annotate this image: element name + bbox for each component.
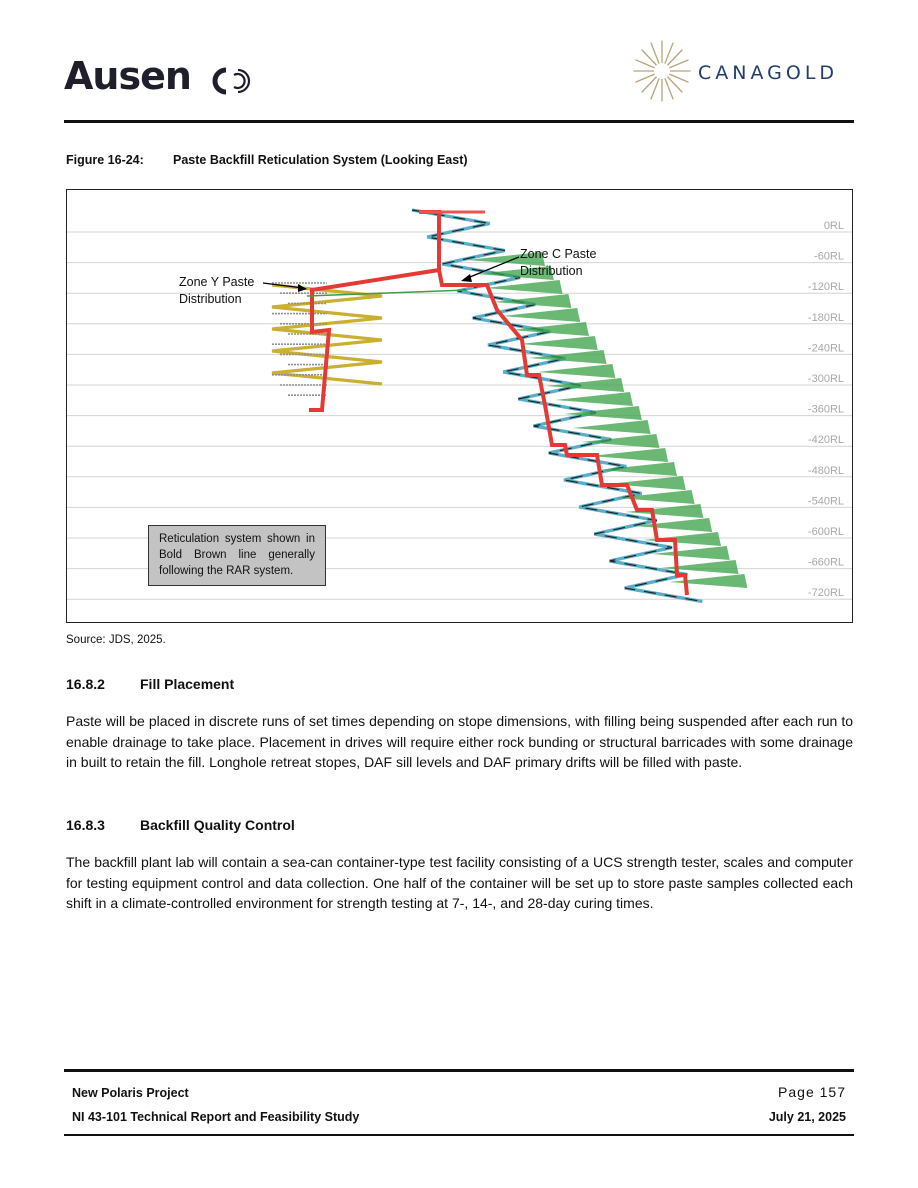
rl-label: -540RL	[807, 495, 844, 508]
footer-project: New Polaris Project	[72, 1086, 189, 1100]
zone-c-label	[520, 246, 596, 280]
quality-control-paragraph: The backfill plant lab will contain a sea-can container-type test facility consisting of a UCS strength tester, scales and computer for testing equipment control and data collection. One half of the container will be set up to store paste samples collected each shift in a climate-controlled environment for strength testing at 7-, 14-, and 28-day curing times.	[66, 854, 853, 911]
section-number: 16.8.2	[66, 676, 105, 692]
rl-label: -420RL	[807, 434, 844, 447]
stope-fan	[573, 420, 651, 434]
page-number: Page 157	[778, 1084, 846, 1100]
rl-label: -480RL	[807, 464, 844, 477]
reticulation-zone-y	[309, 212, 439, 410]
rl-label: -120RL	[807, 281, 844, 294]
rl-label: -180RL	[807, 311, 844, 324]
fill-placement-paragraph: Paste will be placed in discrete runs of set times depending on stope dimensions, with filling being suspended after each run to enable drainage to take place. Placement in drives will require either rock bunding or structural barricades with some drainage in built to retain the fill. Longhole retreat stopes, DAF sill levels and DAF primary drifts will be filled with paste.	[66, 713, 853, 770]
sunburst-icon	[632, 38, 692, 104]
ausenco-swirl-icon	[212, 65, 252, 97]
stope-fan	[590, 448, 668, 462]
zone-c-label-line1: Zone C Paste	[520, 247, 597, 261]
figure-caption	[66, 153, 468, 167]
figure-panel	[66, 189, 853, 623]
ausenco-logo: Ausen	[64, 54, 238, 98]
callout-note: Reticulation system shown in Bold Brown line generally following the RAR system.	[148, 525, 326, 586]
footer-rule-bottom	[64, 1134, 854, 1136]
section-heading-fill-placement	[66, 676, 234, 692]
rl-label: -300RL	[807, 373, 844, 385]
rl-label: -600RL	[807, 526, 844, 538]
footer-rule-top	[64, 1069, 854, 1072]
footer-page-number	[778, 1084, 846, 1100]
rl-label: -240RL	[807, 342, 844, 355]
zone-y-label-line1: Zone Y Paste	[179, 275, 255, 289]
canagold-logo	[632, 38, 852, 104]
canagold-wordmark: CANAGOLD	[698, 62, 839, 84]
section-heading-quality-control	[66, 817, 295, 833]
zone-y-label-line2: Distribution	[179, 292, 242, 306]
figure-source: Source: JDS, 2025.	[66, 634, 166, 646]
rl-label: 0RL	[823, 220, 844, 232]
section-title: Fill Placement	[140, 676, 235, 692]
stope-fan	[537, 364, 615, 378]
rl-label: -60RL	[814, 250, 844, 263]
stope-fan	[555, 392, 633, 406]
section-number: 16.8.3	[66, 817, 105, 833]
zone-c-label-line2: Distribution	[520, 264, 583, 278]
zone-c-arrowhead	[461, 274, 472, 282]
rl-label: -720RL	[807, 587, 844, 600]
figure-number: Figure 16-24:	[66, 153, 144, 167]
figure-title: Paste Backfill Reticulation System (Looking East)	[173, 153, 468, 167]
stope-fan	[520, 336, 598, 350]
zone-y-label	[179, 274, 254, 308]
footer-date: July 21, 2025	[768, 1110, 846, 1124]
rl-label: -360RL	[807, 403, 844, 416]
rl-label: -660RL	[807, 556, 844, 569]
stope-fan	[529, 350, 607, 364]
header-rule	[64, 120, 854, 123]
section-title: Backfill Quality Control	[140, 817, 295, 833]
footer-report-title: NI 43-101 Technical Report and Feasibility Study	[72, 1110, 360, 1124]
